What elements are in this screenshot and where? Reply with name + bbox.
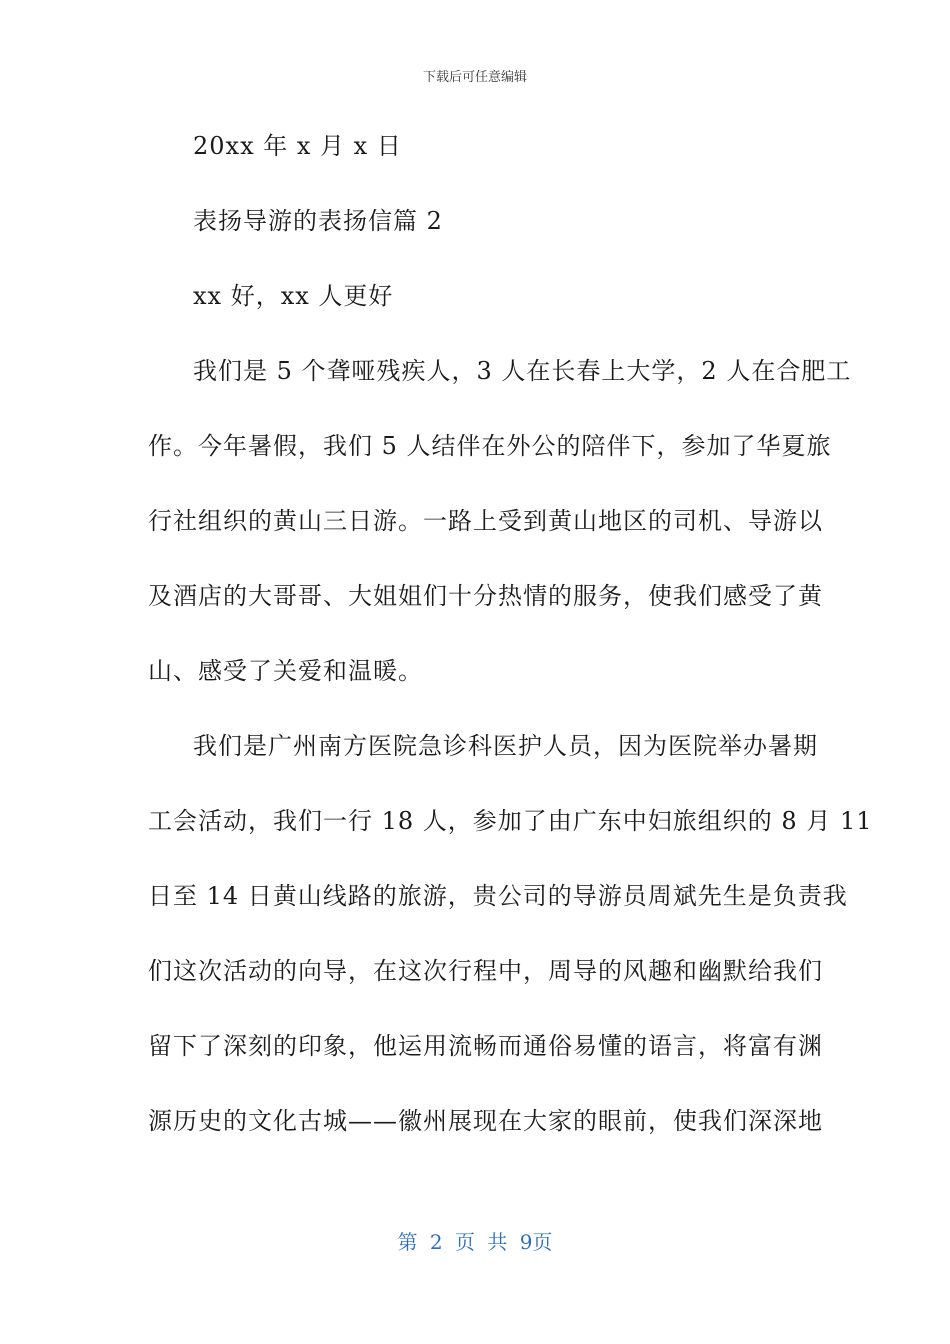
paragraph-line: 留下了深刻的印象，他运用流畅而通俗易懂的语言，将富有渊 (148, 1032, 823, 1060)
paragraph-line: 们这次活动的向导，在这次行程中，周导的风趣和幽默给我们 (148, 957, 823, 985)
page-number-footer: 第 2 页 共 9页 (397, 1230, 553, 1254)
greeting-line: xx 好，xx 人更好 (193, 282, 394, 310)
paragraph-line: 工会活动，我们一行 18 人，参加了由广东中妇旅组织的 8 月 11 (148, 807, 873, 835)
letter-date: 20xx 年 x 月 x 日 (193, 132, 402, 160)
paragraph-line: 作。今年暑假，我们 5 人结伴在外公的陪伴下，参加了华夏旅 (148, 432, 832, 460)
paragraph-line: 行社组织的黄山三日游。一路上受到黄山地区的司机、导游以 (148, 507, 823, 535)
paragraph-line: 我们是 5 个聋哑残疾人，3 人在长春上大学，2 人在合肥工 (193, 357, 852, 385)
paragraph-line: 山、感受了关爱和温暖。 (148, 657, 423, 685)
page-header-note: 下载后可任意编辑 (422, 70, 527, 85)
paragraph-line: 及酒店的大哥哥、大姐姐们十分热情的服务，使我们感受了黄 (148, 582, 823, 610)
section-title: 表扬导游的表扬信篇 2 (193, 207, 443, 235)
paragraph-line: 我们是广州南方医院急诊科医护人员，因为医院举办暑期 (193, 732, 818, 760)
paragraph-line: 日至 14 日黄山线路的旅游，贵公司的导游员周斌先生是负责我 (148, 882, 848, 910)
paragraph-line: 源历史的文化古城——徽州展现在大家的眼前，使我们深深地 (148, 1107, 823, 1135)
